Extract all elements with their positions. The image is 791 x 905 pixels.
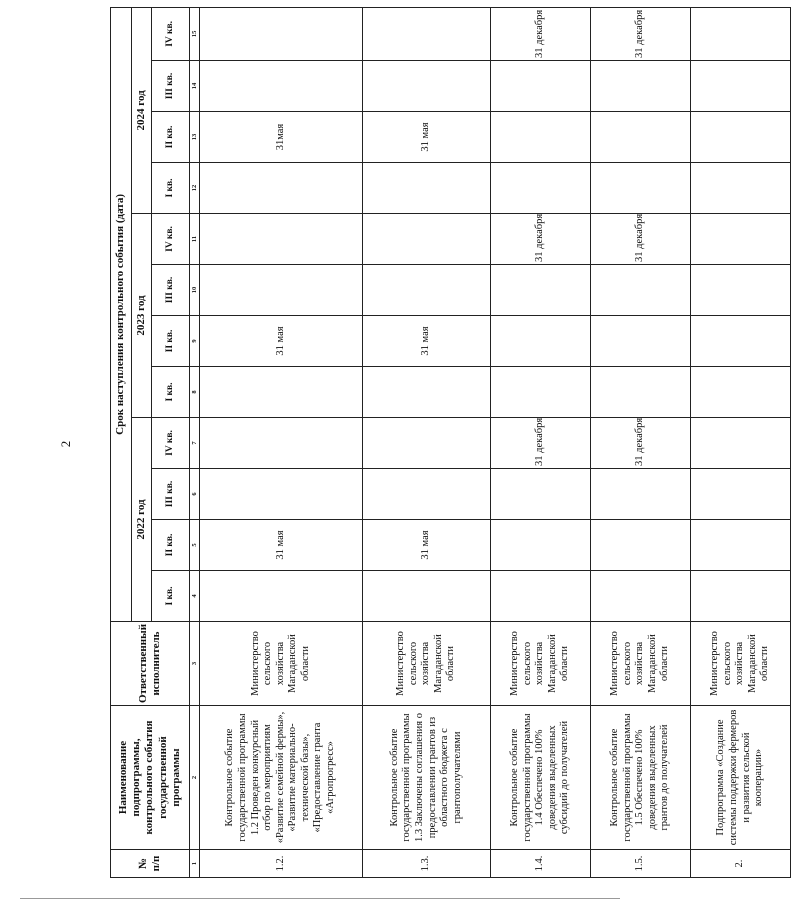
responsible-executor: Министерство сельского хозяйства Магаданской области <box>591 622 691 706</box>
event-name: Контрольное событие государственной программы 1.5 Обеспечено 100% доведения выделенных грантов до получателей <box>591 706 691 850</box>
header-quarter-3: III кв. <box>152 265 190 316</box>
deadline-cell <box>491 571 591 622</box>
control-events-table <box>110 7 791 878</box>
column-number: 6 <box>190 469 200 520</box>
deadline-cell: 31 декабря <box>591 7 691 60</box>
deadline-cell: 31 мая <box>200 316 363 367</box>
deadline-cell <box>200 7 363 60</box>
header-quarter-4: IV кв. <box>152 214 190 265</box>
table-row <box>691 7 791 877</box>
deadline-cell <box>591 571 691 622</box>
deadline-cell <box>691 469 791 520</box>
column-number: 7 <box>190 418 200 469</box>
deadline-cell <box>691 7 791 60</box>
header-quarter-3: III кв. <box>152 469 190 520</box>
column-number: 11 <box>190 214 200 265</box>
column-number: 13 <box>190 112 200 163</box>
deadline-cell <box>363 367 491 418</box>
header-quarter-4: IV кв. <box>152 7 190 60</box>
deadline-cell <box>691 265 791 316</box>
responsible-executor: Министерство сельского хозяйства Магаданской области <box>691 622 791 706</box>
header-quarter-2: II кв. <box>152 520 190 571</box>
deadline-cell <box>200 214 363 265</box>
deadline-cell <box>491 520 591 571</box>
row-number: 1.5. <box>591 850 691 878</box>
deadline-cell <box>363 418 491 469</box>
table-row <box>491 7 591 877</box>
deadline-cell: 31мая <box>200 112 363 163</box>
deadline-cell <box>691 163 791 214</box>
column-number: 1 <box>190 850 200 878</box>
column-number: 14 <box>190 61 200 112</box>
deadline-cell <box>591 469 691 520</box>
header-year-2024: 2024 год <box>132 7 152 213</box>
deadline-cell <box>491 469 591 520</box>
column-number: 10 <box>190 265 200 316</box>
deadline-cell <box>691 112 791 163</box>
table-row <box>200 7 363 877</box>
row-number: 1.4. <box>491 850 591 878</box>
table-row <box>591 7 691 877</box>
header-quarter-1: I кв. <box>152 571 190 622</box>
deadline-cell: 31 мая <box>200 520 363 571</box>
column-number: 12 <box>190 163 200 214</box>
deadline-cell <box>200 571 363 622</box>
deadline-cell: 31 декабря <box>491 418 591 469</box>
deadline-cell: 31 декабря <box>491 7 591 60</box>
column-number: 9 <box>190 316 200 367</box>
deadline-cell <box>363 571 491 622</box>
deadline-cell <box>591 61 691 112</box>
deadline-cell <box>591 316 691 367</box>
deadline-cell <box>491 316 591 367</box>
event-name: Подпрограмма «Создание системы поддержки фермеров и развития сельской кооперации» <box>691 706 791 850</box>
deadline-cell <box>591 520 691 571</box>
deadline-cell <box>591 163 691 214</box>
column-number: 2 <box>190 706 200 850</box>
event-name: Контрольное событие государственной программы 1.4 Обеспечено 100% доведения выделенных субсидий до получателей <box>491 706 591 850</box>
responsible-executor: Министерство сельского хозяйства Магаданской области <box>363 622 491 706</box>
deadline-cell: 31 мая <box>363 520 491 571</box>
deadline-cell <box>200 61 363 112</box>
deadline-cell <box>363 7 491 60</box>
deadline-cell <box>491 265 591 316</box>
bottom-rule <box>20 898 620 899</box>
deadline-cell <box>363 214 491 265</box>
deadline-cell <box>200 469 363 520</box>
deadline-cell <box>200 265 363 316</box>
header-num: № п/п <box>111 850 190 878</box>
column-number: 3 <box>190 622 200 706</box>
column-number: 15 <box>190 7 200 60</box>
deadline-cell <box>491 112 591 163</box>
header-quarter-2: II кв. <box>152 316 190 367</box>
deadline-cell <box>491 61 591 112</box>
header-quarter-1: I кв. <box>152 367 190 418</box>
deadline-cell <box>491 163 591 214</box>
deadline-cell: 31 декабря <box>591 418 691 469</box>
deadline-cell <box>200 367 363 418</box>
responsible-executor: Министерство сельского хозяйства Магаданской области <box>491 622 591 706</box>
deadline-cell <box>200 163 363 214</box>
header-quarter-2: II кв. <box>152 112 190 163</box>
header-quarter-3: III кв. <box>152 61 190 112</box>
table-row <box>363 7 491 877</box>
deadline-cell: 31 декабря <box>491 214 591 265</box>
header-year-2022: 2022 год <box>132 418 152 622</box>
deadline-cell <box>691 214 791 265</box>
page-number: 2 <box>58 440 73 448</box>
deadline-cell <box>200 418 363 469</box>
deadline-cell <box>591 367 691 418</box>
column-number: 8 <box>190 367 200 418</box>
deadline-cell <box>591 112 691 163</box>
row-number: 1.2. <box>200 850 363 878</box>
deadline-cell: 31 мая <box>363 112 491 163</box>
deadline-cell: 31 декабря <box>591 214 691 265</box>
deadline-cell <box>691 61 791 112</box>
event-name: Контрольное событие государственной программы 1.3 Заключены соглашения о предоставлении грантов из областного бюджета с грантополучателями <box>363 706 491 850</box>
deadline-cell <box>591 265 691 316</box>
header-year-2023: 2023 год <box>132 214 152 418</box>
deadline-cell <box>691 571 791 622</box>
header-quarter-1: I кв. <box>152 163 190 214</box>
deadline-cell <box>691 367 791 418</box>
header-deadline: Срок наступления контрольного события (дата) <box>111 7 132 621</box>
column-number: 4 <box>190 571 200 622</box>
deadline-cell: 31 мая <box>363 316 491 367</box>
header-responsible: Ответственный исполнитель <box>111 622 190 706</box>
deadline-cell <box>691 418 791 469</box>
deadline-cell <box>363 163 491 214</box>
rotated-page-content <box>110 8 771 878</box>
column-number: 5 <box>190 520 200 571</box>
row-number: 2. <box>691 850 791 878</box>
event-name: Контрольное событие государственной программы 1.2 Проведен конкурсный отбор по мероприятиям «Развитие семейной фермы», «Развитие материально-технической базы», «Предоставление гранта «Агропрогресс» <box>200 706 363 850</box>
deadline-cell <box>363 61 491 112</box>
header-quarter-4: IV кв. <box>152 418 190 469</box>
row-number: 1.3. <box>363 850 491 878</box>
responsible-executor: Министерство сельского хозяйства Магаданской области <box>200 622 363 706</box>
deadline-cell <box>691 520 791 571</box>
deadline-cell <box>691 316 791 367</box>
deadline-cell <box>363 469 491 520</box>
deadline-cell <box>491 367 591 418</box>
header-name: Наименование подпрограммы, контрольного события государственной программы <box>111 706 190 850</box>
deadline-cell <box>363 265 491 316</box>
